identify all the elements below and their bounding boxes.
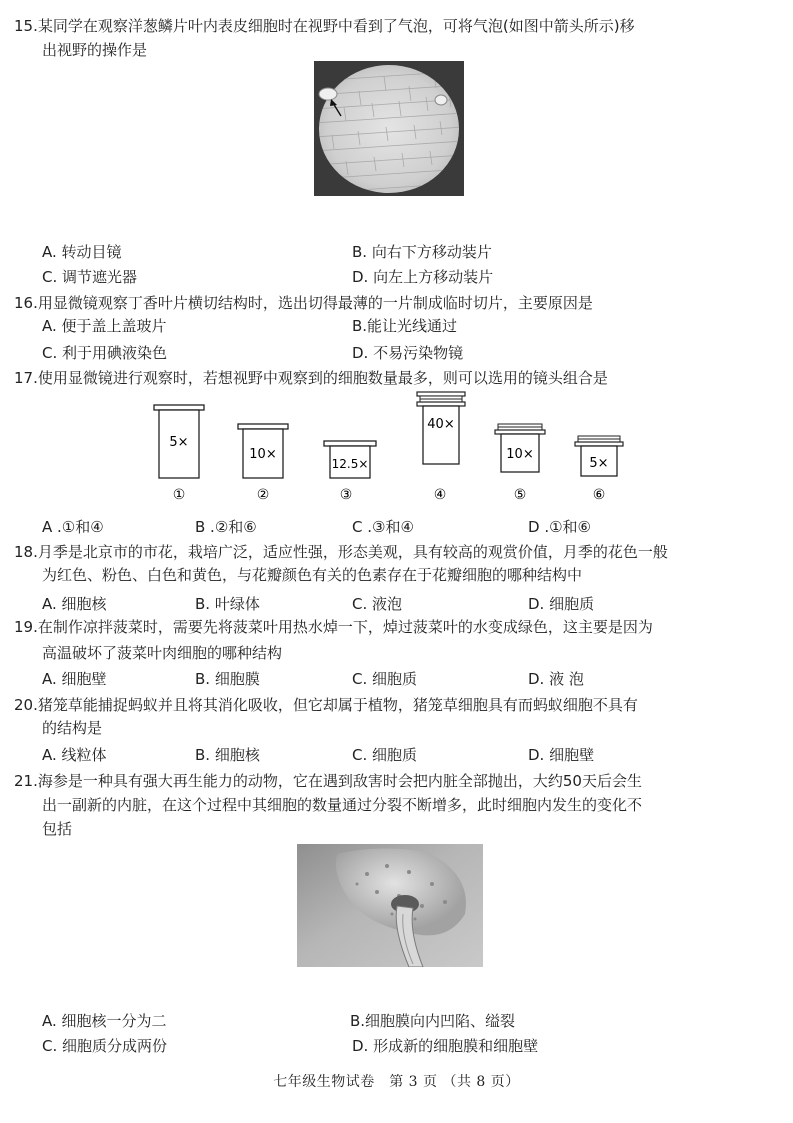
lens-4-objective xyxy=(417,392,465,503)
q16-stem-line1: 16.用显微镜观察丁香叶片横切结构时，选出切得最薄的一片制成临时切片，主要原因是 xyxy=(14,294,593,312)
lens-4-label: 40× xyxy=(427,417,455,432)
lens-2-label: 10× xyxy=(249,447,277,462)
lens-1-number: ① xyxy=(172,487,186,503)
lens-1-eyepiece xyxy=(154,405,204,503)
lens-5-objective xyxy=(495,424,545,503)
q17-option-a: A .①和④ xyxy=(42,518,104,536)
q21-stem-line1: 21.海参是一种具有强大再生能力的动物，它在遇到敌害时会把内脏全部抛出，大约50天后会生 xyxy=(14,772,642,790)
q18-option-b: B. 叶绿体 xyxy=(195,595,260,613)
q20-option-b: B. 细胞核 xyxy=(195,746,260,764)
q21-option-a: A. 细胞核一分为二 xyxy=(42,1012,167,1030)
q21-option-c: C. 细胞质分成两份 xyxy=(42,1037,168,1055)
q15-option-c: C. 调节遮光器 xyxy=(42,268,138,286)
lens-2-number: ② xyxy=(256,487,270,503)
q19-option-d: D. 液 泡 xyxy=(528,670,584,688)
lens-5-label: 10× xyxy=(506,447,534,462)
q20-option-c: C. 细胞质 xyxy=(352,746,418,764)
q15-option-a: A. 转动目镜 xyxy=(42,243,122,261)
q16-option-a: A. 便于盖上盖玻片 xyxy=(42,317,167,335)
q21-option-b: B.细胞膜向内凹陷、缢裂 xyxy=(350,1012,516,1030)
q20-option-a: A. 线粒体 xyxy=(42,746,107,764)
q20-stem-line2: 的结构是 xyxy=(42,719,103,737)
lens-3-eyepiece xyxy=(324,441,376,503)
q17-option-c: C .③和④ xyxy=(352,518,414,536)
q16-option-d: D. 不易污染物镜 xyxy=(352,344,464,362)
q20-stem-line1: 20.猪笼草能捕捉蚂蚁并且将其消化吸收，但它却属于植物，猪笼草细胞具有而蚂蚁细胞不具有 xyxy=(14,696,638,714)
q17-option-b: B .②和⑥ xyxy=(195,518,257,536)
q18-stem-line2: 为红色、粉色、白色和黄色，与花瓣颜色有关的色素存在于花瓣细胞的哪种结构中 xyxy=(42,566,583,584)
q15-stem-line1: 15.某同学在观察洋葱鳞片叶内表皮细胞时在视野中看到了气泡，可将气泡(如图中箭头所示)移 xyxy=(14,17,635,35)
lens-6-number: ⑥ xyxy=(592,487,606,503)
page-footer: 七年级生物试卷 第 3 页 （共 8 页） xyxy=(273,1074,520,1090)
lens-3-label: 12.5× xyxy=(331,457,369,471)
q15-option-b: B. 向右下方移动装片 xyxy=(352,243,492,261)
q19-option-b: B. 细胞膜 xyxy=(195,670,260,688)
q18-option-d: D. 细胞质 xyxy=(528,595,595,613)
lens-6-objective xyxy=(575,436,623,503)
q16-option-c: C. 利于用碘液染色 xyxy=(42,344,168,362)
q21-stem-line3: 包括 xyxy=(42,820,73,838)
q21-stem-line2: 出一副新的内脏，在这个过程中其细胞的数量通过分裂不断增多，此时细胞内发生的变化不 xyxy=(42,796,643,814)
lens-5-number: ⑤ xyxy=(513,487,527,503)
lens-2-eyepiece xyxy=(238,424,288,503)
q21-sea-cucumber-photo xyxy=(297,844,483,967)
q20-option-d: D. 细胞壁 xyxy=(528,746,595,764)
q19-stem-line1: 19.在制作凉拌菠菜时，需要先将菠菜叶用热水焯一下，焯过菠菜叶的水变成绿色，这主要是因为 xyxy=(14,618,653,636)
q15-stem-line2: 出视野的操作是 xyxy=(42,41,148,59)
q16-option-b: B.能让光线通过 xyxy=(352,317,458,335)
q17-option-d: D .①和⑥ xyxy=(528,518,591,536)
q15-microscope-field-image xyxy=(314,61,464,196)
q18-stem-line1: 18.月季是北京市的市花，栽培广泛，适应性强，形态美观，具有较高的观赏价值，月季的花色一般 xyxy=(14,543,668,561)
q19-option-a: A. 细胞壁 xyxy=(42,670,107,688)
q19-stem-line2: 高温破坏了菠菜叶肉细胞的哪种结构 xyxy=(42,644,283,662)
q17-lens-diagram xyxy=(140,388,640,508)
q15-option-d: D. 向左上方移动装片 xyxy=(352,268,494,286)
lens-6-label: 5× xyxy=(589,456,609,471)
lens-3-number: ③ xyxy=(339,487,353,503)
q18-option-c: C. 液泡 xyxy=(352,595,403,613)
lens-4-number: ④ xyxy=(433,487,447,503)
q18-option-a: A. 细胞核 xyxy=(42,595,107,613)
q17-stem-line1: 17.使用显微镜进行观察时，若想视野中观察到的细胞数量最多，则可以选用的镜头组合是 xyxy=(14,369,608,387)
q21-option-d: D. 形成新的细胞膜和细胞壁 xyxy=(352,1037,539,1055)
q19-option-c: C. 细胞质 xyxy=(352,670,418,688)
lens-1-label: 5× xyxy=(169,435,189,450)
